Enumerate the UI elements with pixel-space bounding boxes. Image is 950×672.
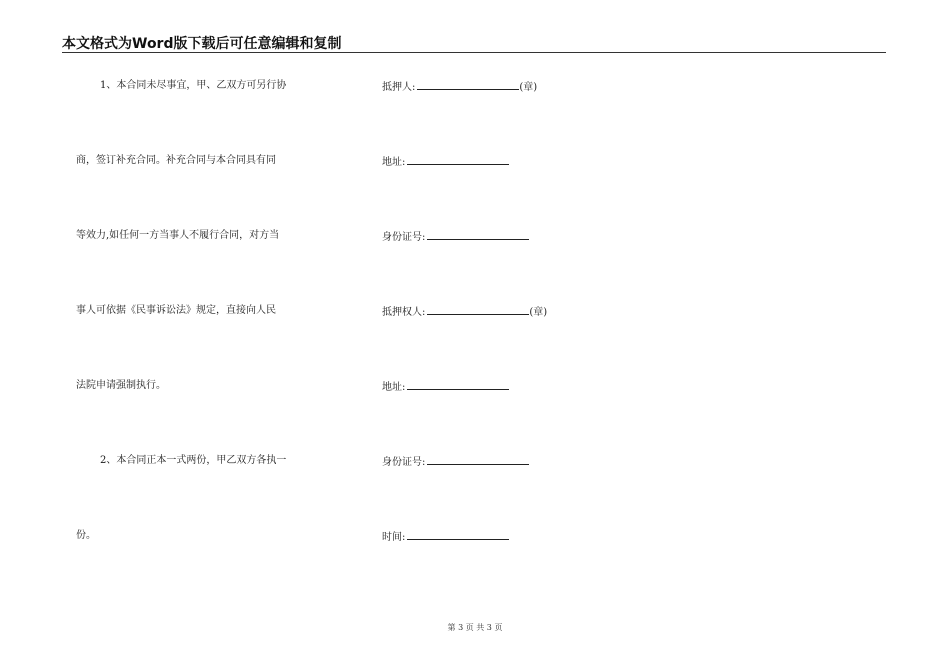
date-field: [382, 530, 509, 544]
page-number: 第 3 页 共 3 页: [447, 623, 503, 632]
field-label: 抵押人:: [382, 82, 416, 93]
mortgagor-id-field: [382, 230, 529, 244]
fill-blank: [427, 230, 529, 240]
field-label: 身份证号:: [382, 457, 426, 468]
fill-blank: [407, 380, 509, 390]
clause-line: 等效力,如任何一方当事人不履行合同，对方当: [76, 230, 280, 241]
clause-line: 份。: [76, 530, 96, 541]
clause-line: 1、本合同未尽事宜，甲、乙双方可另行协: [100, 80, 287, 91]
signature-blank: [427, 305, 529, 315]
seal-mark: (章): [519, 82, 538, 93]
header-divider: [62, 52, 886, 53]
seal-mark: (章): [529, 307, 548, 318]
document-header: 本文格式为Word版下载后可任意编辑和复制: [62, 36, 342, 52]
clause-line: 商，签订补充合同。补充合同与本合同具有同: [76, 155, 276, 166]
mortgagee-field: [382, 305, 547, 319]
clause-line: 法院申请强制执行。: [76, 380, 166, 391]
mortgagor-field: [382, 80, 537, 94]
fill-blank: [407, 155, 509, 165]
fill-blank: [407, 530, 509, 540]
field-label: 时间:: [382, 532, 406, 543]
mortgagee-id-field: [382, 455, 529, 469]
clause-line: 事人可依据《民事诉讼法》规定，直接向人民: [76, 305, 276, 316]
field-label: 抵押权人:: [382, 307, 426, 318]
field-label: 身份证号:: [382, 232, 426, 243]
fill-blank: [427, 455, 529, 465]
mortgagee-address-field: [382, 380, 509, 394]
mortgagor-address-field: [382, 155, 509, 169]
clause-line: 2、本合同正本一式两份，甲乙双方各执一: [100, 455, 287, 466]
signature-blank: [417, 80, 519, 90]
field-label: 地址:: [382, 382, 406, 393]
field-label: 地址:: [382, 157, 406, 168]
